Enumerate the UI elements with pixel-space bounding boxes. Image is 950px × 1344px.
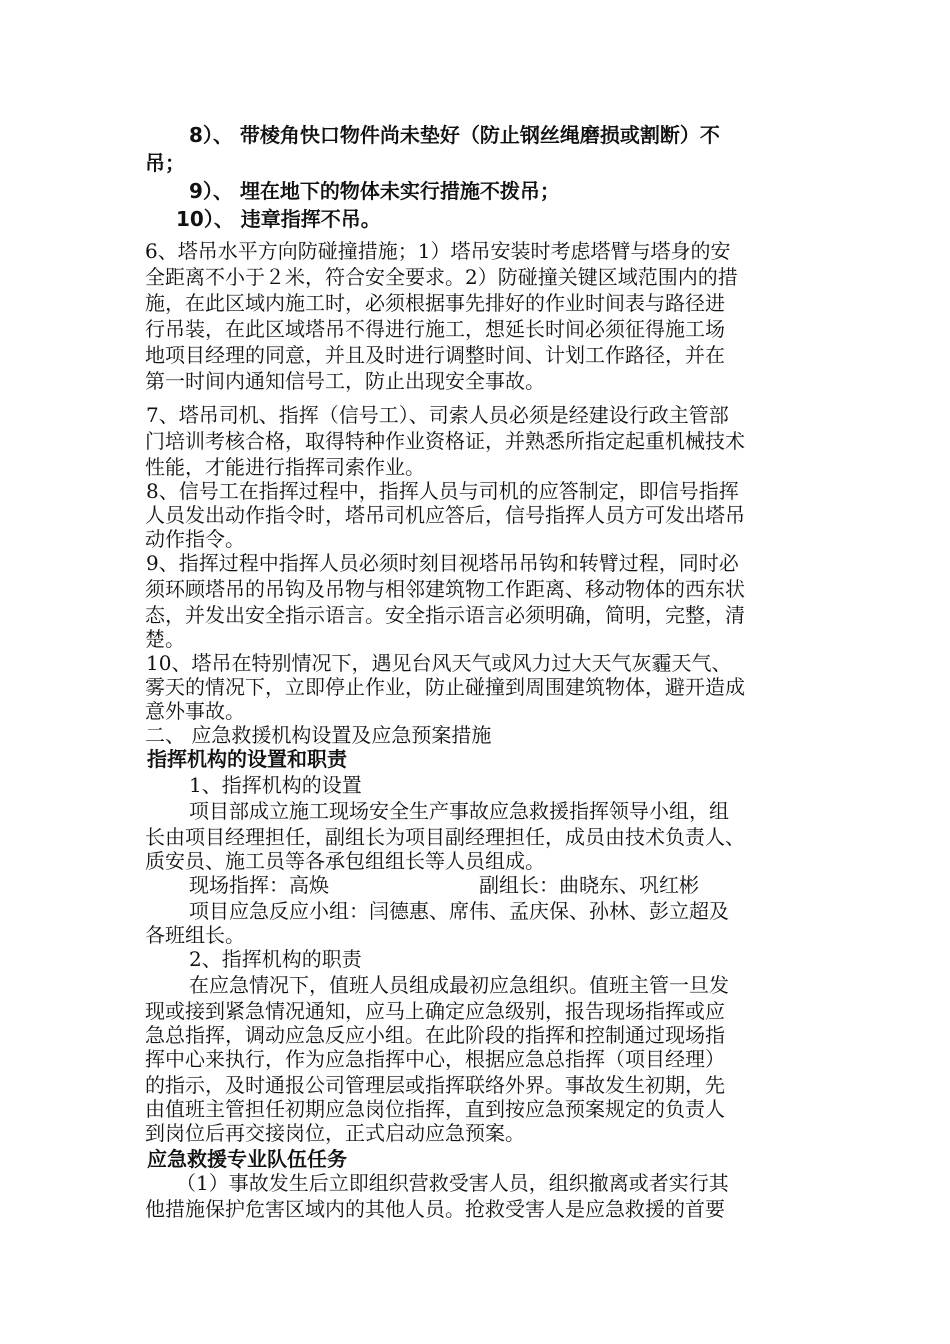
numbered-heading: 1、指挥机构的设置 bbox=[189, 773, 362, 797]
paragraph-line: 门培训考核合格，取得特种作业资格证，并熟悉所指定起重机械技术 bbox=[145, 429, 745, 453]
paragraph-line: 第一时间内通知信号工，防止出现安全事故。 bbox=[145, 369, 545, 393]
paragraph-line: 项目部成立施工现场安全生产事故应急救援指挥领导小组，组 bbox=[189, 799, 729, 823]
paragraph-line: 行吊装，在此区域塔吊不得进行施工，想延长时间必须征得施工场 bbox=[145, 317, 725, 341]
paragraph-line: （1）事故发生后立即组织营救受害人员，组织撤离或者实行其 bbox=[176, 1171, 729, 1195]
paragraph-line: 7、塔吊司机、指挥（信号工）、司索人员必须是经建设行政主管部 bbox=[146, 403, 729, 427]
paragraph-line: 意外事故。 bbox=[145, 699, 245, 723]
subsection-heading: 应急救援专业队伍任务 bbox=[147, 1147, 347, 1171]
section-heading: 二、 应急救援机构设置及应急预案措施 bbox=[145, 723, 492, 747]
paragraph-line: 动作指令。 bbox=[145, 527, 245, 551]
paragraph-line: 他措施保护危害区域内的其他人员。抢救受害人是应急救援的首要 bbox=[145, 1197, 725, 1221]
paragraph-line: 10、塔吊在特别情况下，遇见台风天气或风力过大天气灰霾天气、 bbox=[146, 651, 732, 675]
list-item-10: 10）、 违章指挥不吊。 bbox=[176, 207, 381, 231]
paragraph-line: 项目应急反应小组：闫德惠、席伟、孟庆保、孙林、彭立超及 bbox=[189, 899, 729, 923]
deputy-leader: 副组长：曲晓东、巩红彬 bbox=[479, 873, 699, 897]
paragraph-line: 现或接到紧急情况通知，应马上确定应急级别，报告现场指挥或应 bbox=[145, 999, 725, 1023]
list-item-8: 8）、 带棱角快口物件尚未垫好（防止钢丝绳磨损或割断）不 bbox=[189, 123, 720, 147]
list-item-9: 9）、 埋在地下的物体未实行措施不拨吊； bbox=[189, 179, 560, 203]
paragraph-line: 雾天的情况下，立即停止作业，防止碰撞到周围建筑物体，避开造成 bbox=[145, 675, 745, 699]
paragraph-line: 态，并发出安全指示语言。安全指示语言必须明确，简明，完整，清 bbox=[145, 603, 745, 627]
field-commander: 现场指挥：高焕 bbox=[189, 873, 329, 897]
paragraph-line: 挥中心来执行，作为应急指挥中心，根据应急总指挥（项目经理） bbox=[145, 1047, 725, 1071]
paragraph-line: 须环顾塔吊的吊钩及吊物与相邻建筑物工作距离、移动物体的西东状 bbox=[145, 577, 745, 601]
paragraph-line: 人员发出动作指令时，塔吊司机应答后，信号指挥人员方可发出塔吊 bbox=[145, 503, 745, 527]
paragraph-line: 急总指挥，调动应急反应小组。在此阶段的指挥和控制通过现场指 bbox=[145, 1023, 725, 1047]
paragraph-line: 地项目经理的同意，并且及时进行调整时间、计划工作路径，并在 bbox=[145, 343, 725, 367]
paragraph-line: 施，在此区域内施工时，必须根据事先排好的作业时间表与路径进 bbox=[145, 291, 725, 315]
paragraph-line: 性能，才能进行指挥司索作业。 bbox=[145, 455, 425, 479]
paragraph-line: 长由项目经理担任，副组长为项目副经理担任，成员由技术负责人、 bbox=[145, 825, 745, 849]
paragraph-line: 质安员、施工员等各承包组组长等人员组成。 bbox=[145, 849, 545, 873]
paragraph-line: 9、指挥过程中指挥人员必须时刻目视塔吊吊钩和转臂过程，同时必 bbox=[146, 551, 739, 575]
paragraph-line: 到岗位后再交接岗位，正式启动应急预案。 bbox=[145, 1121, 525, 1145]
paragraph-line: 8、信号工在指挥过程中，指挥人员与司机的应答制定，即信号指挥 bbox=[146, 479, 739, 503]
paragraph-line: 6、塔吊水平方向防碰撞措施；1）塔吊安装时考虑塔臂与塔身的安 bbox=[145, 239, 731, 263]
numbered-heading: 2、指挥机构的职责 bbox=[189, 947, 362, 971]
paragraph-line: 由值班主管担任初期应急岗位指挥，直到按应急预案规定的负责人 bbox=[145, 1097, 725, 1121]
paragraph-line: 各班组长。 bbox=[145, 923, 245, 947]
paragraph-line: 在应急情况下，值班人员组成最初应急组织。值班主管一旦发 bbox=[189, 973, 729, 997]
paragraph-line: 全距离不小于２米，符合安全要求。2）防碰撞关键区域范围内的措 bbox=[145, 265, 738, 289]
paragraph-line: 的指示，及时通报公司管理层或指挥联络外界。事故发生初期，先 bbox=[145, 1073, 725, 1097]
paragraph-line: 楚。 bbox=[145, 627, 185, 651]
list-item-8-cont: 吊； bbox=[145, 151, 185, 175]
subsection-heading: 指挥机构的设置和职责 bbox=[147, 747, 347, 771]
